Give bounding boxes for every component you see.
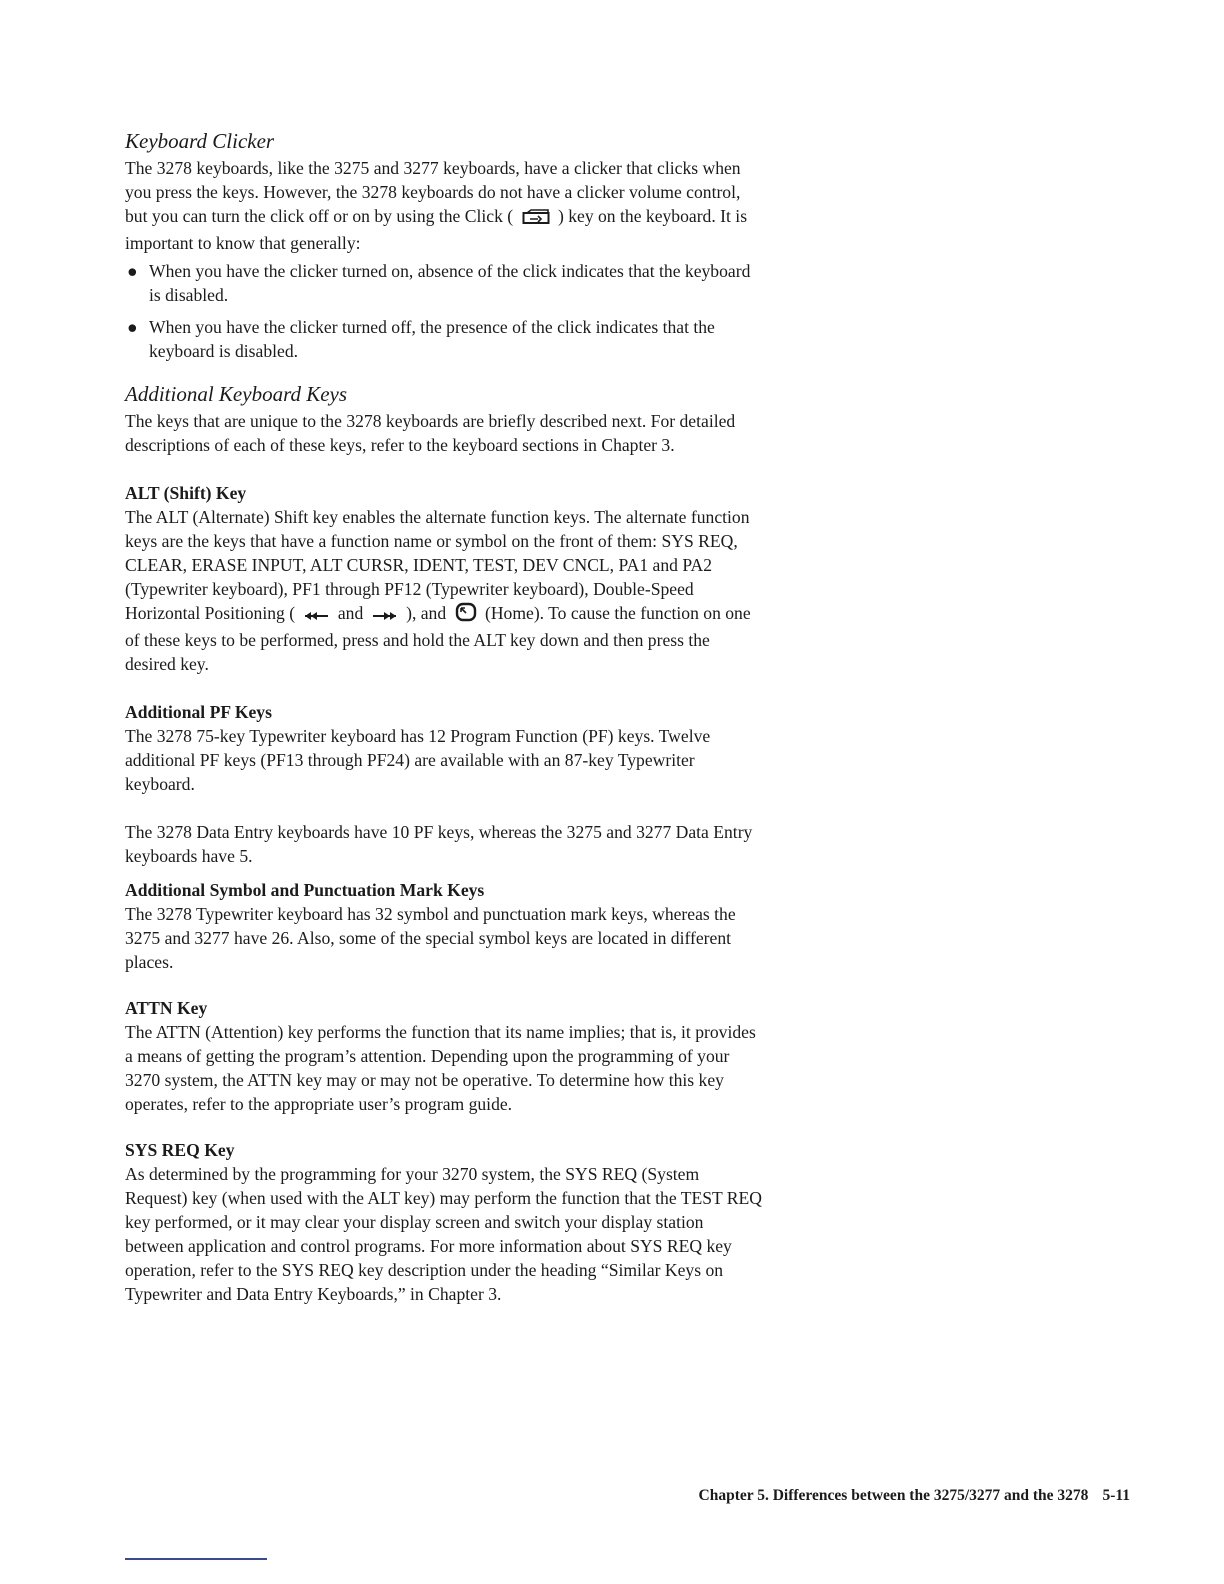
list-item: ● When you have the clicker turned on, absence of the click indicates that the keyboard is disabled.: [127, 261, 751, 305]
home-key-icon: [455, 602, 477, 628]
bullet-icon: ●: [127, 317, 138, 337]
double-speed-right-icon: [372, 604, 398, 628]
subheading-additional-pf-keys: Additional PF Keys: [125, 702, 272, 722]
click-key-icon: [522, 207, 550, 231]
document-page: [125, 128, 765, 1306]
section-heading-keyboard-clicker: Keyboard Clicker: [125, 129, 275, 153]
pf-keys-paragraph-1: The 3278 75-key Typewriter keyboard has 12 Program Function (PF) keys. Twelve additional PF keys (PF13 through PF24) are available with an 87-key Typewriter keyboard.: [125, 726, 711, 794]
list-item: ● When you have the clicker turned off, the presence of the click indicates that the keyboard is disabled.: [127, 317, 715, 361]
clicker-intro-part-b: ) key on the keyboard. It is important to know that generally:: [125, 206, 748, 253]
clicker-bullet-list: [125, 259, 765, 363]
additional-keys-intro: The keys that are unique to the 3278 keyboards are briefly described next. For detailed descriptions of each of these keys, refer to the keyboard sections in Chapter 3.: [125, 411, 736, 455]
subheading-alt-shift-key: ALT (Shift) Key: [125, 483, 247, 503]
sys-req-key-paragraph: As determined by the programming for your 3270 system, the SYS REQ (System Request) key (when used with the ALT key) may perform the function that the TEST REQ key performed, or it may clear your display screen and switch your display station between application and control programs. For more information about SYS REQ key operation, refer to the SYS REQ key description under the heading “Similar Keys on Typewriter and Data Entry Keyboards,” in Chapter 3.: [125, 1164, 762, 1304]
bottom-rule: [125, 1558, 267, 1560]
page-number: 5-11: [1102, 1487, 1130, 1504]
symbol-keys-paragraph: The 3278 Typewriter keyboard has 32 symbol and punctuation mark keys, whereas the 3275 and 3277 have 26. Also, some of the special symbol keys are located in different places.: [125, 904, 736, 972]
alt-key-description: The ALT (Alternate) Shift key enables the alternate function keys. The alternate function keys are the keys that have a function name or symbol on the front of them: SYS REQ, CLEAR, ERASE INPUT, ALT CURSR, IDENT, TEST, DEV CNCL, PA1 and PA2 (Typewriter keyboard), PF1 through PF12 (Typewriter keyboard), Double-Speed Horizontal Positioning ( and ), and (Home). To cause the function on one of these keys to be performed, press and hold the ALT key down and then press the desired key.: [125, 507, 751, 674]
subheading-symbol-punctuation-keys: Additional Symbol and Punctuation Mark Keys: [125, 880, 485, 900]
attn-key-paragraph: The ATTN (Attention) key performs the function that its name implies; that is, it provides a means of getting the program’s attention. Depending upon the programming of your 3270 system, the ATTN key may or may not be operative. To determine how this key operates, refer to the appropriate user’s program guide.: [125, 1022, 756, 1114]
pf-keys-paragraph-2: The 3278 Data Entry keyboards have 10 PF keys, whereas the 3275 and 3277 Data Entry keyboards have 5.: [125, 822, 753, 866]
subheading-sys-req-key: SYS REQ Key: [125, 1140, 235, 1160]
subheading-attn-key: ATTN Key: [125, 998, 208, 1018]
double-speed-left-icon: [303, 604, 329, 628]
page-footer: [699, 1487, 1130, 1505]
clicker-intro-part-a: The 3278 keyboards, like the 3275 and 3277 keyboards, have a clicker that clicks when you press the keys. However, the 3278 keyboards do not have a clicker volume control, but you can turn the click off or on by using the Click (: [125, 158, 741, 226]
bullet-icon: ●: [127, 261, 138, 281]
section-heading-additional-keyboard-keys: Additional Keyboard Keys: [125, 382, 348, 406]
clicker-intro: [125, 156, 765, 255]
footer-chapter-title: Chapter 5. Differences between the 3275/3277 and the 3278: [698, 1487, 1089, 1504]
